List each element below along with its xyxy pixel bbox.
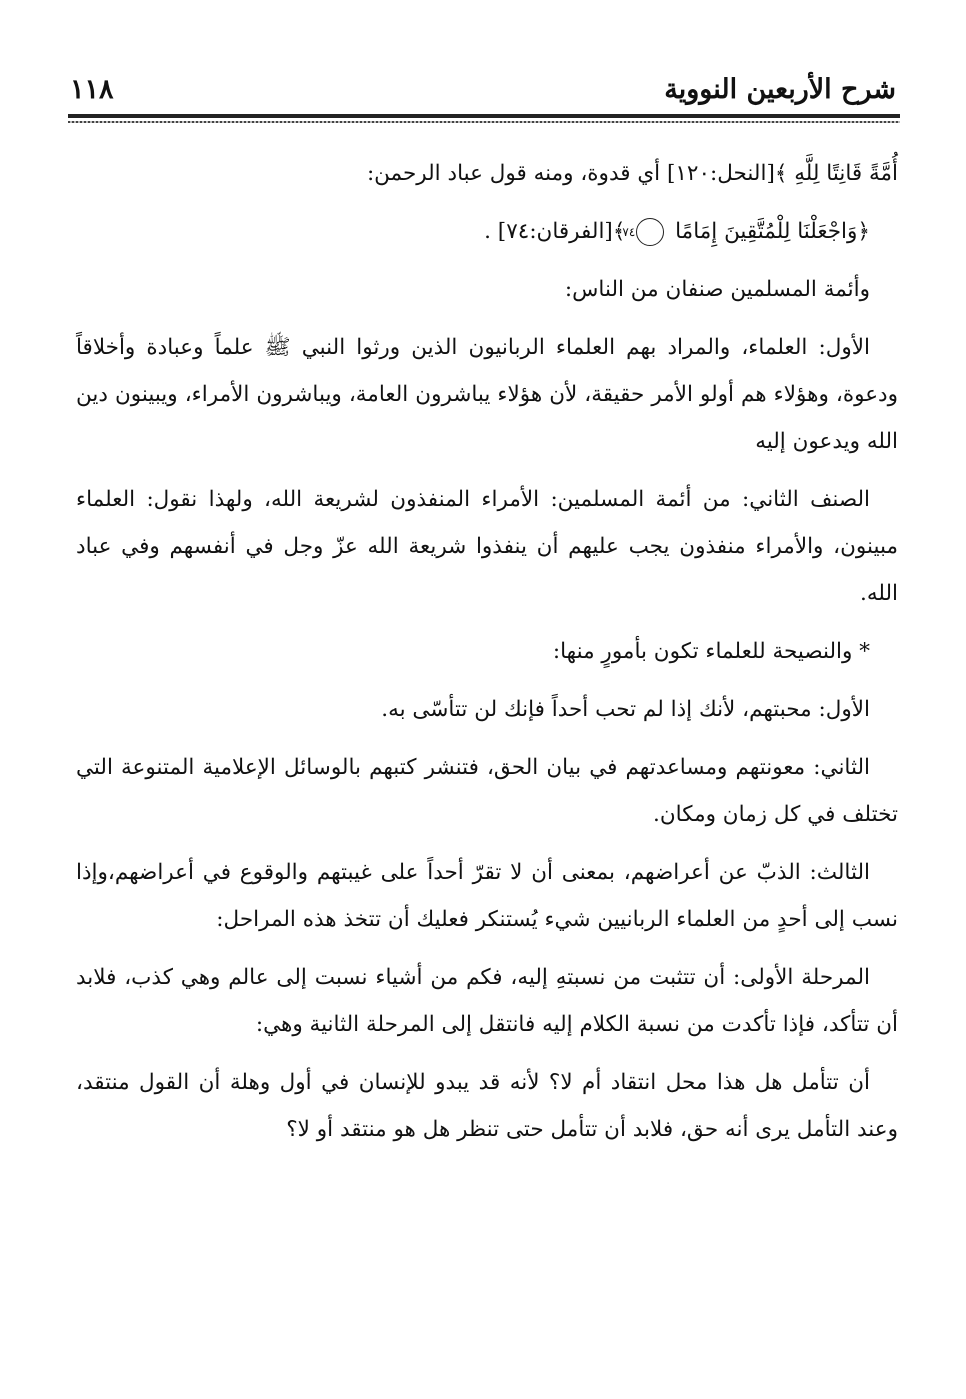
paragraph-second-support: الثاني: معونتهم ومساعدتهم في بيان الحق، فتنشر كتبهم بالوسائل الإعلامية المتنوعة التي تختلف في كل زمان ومكان.	[76, 755, 898, 827]
paragraph-stage-two: أن تتأمل هل هذا محل انتقاد أم لا؟ لأنه قد يبدو للإنسان في أول وهلة أن القول منتقد، وعند التأمل يرى أنه حق، فلابد أن تتأمل حتى تنظر هل هو منتقد أو لا؟	[76, 1070, 898, 1142]
paragraph-second-rulers: الصنف الثاني: من أئمة المسلمين: الأمراء المنفذون لشريعة الله، ولهذا نقول: العلماء مبينون، والأمراء منفذون يجب عليهم أن ينفذوا شريعة الله عزّ وجل في أنفسهم وفي عباد الله.	[76, 487, 898, 606]
paragraph-verse	[76, 208, 898, 255]
header-rule-thin	[68, 121, 900, 123]
paragraph-advice-heading: * والنصيحة للعلماء تكون بأمورٍ منها:	[552, 639, 870, 664]
page-number: ١١٨	[70, 74, 114, 105]
body-text	[76, 150, 898, 1164]
ayah-number-icon: ٧٤	[636, 218, 664, 246]
book-title: شرح الأربعين النووية	[664, 74, 896, 105]
header-rule-thick	[68, 114, 900, 118]
quran-verse: ﴿وَاجْعَلْنَا لِلْمُتَّقِينَ إِمَامًا	[675, 219, 870, 244]
paragraph-quran-reference: أُمَّةً قَانِتًا لِلَّهِ ﴾[النحل:١٢٠] أي قدوة، ومنه قول عباد الرحمن:	[366, 161, 898, 186]
paragraph-first-love: الأول: محبتهم، لأنك إذا لم تحب أحداً فإنك لن تتأسّى به.	[381, 697, 870, 722]
paragraph-imams-types: وأئمة المسلمين صنفان من الناس:	[564, 277, 870, 302]
verse-citation: ﴾[الفرقان:٧٤] .	[484, 219, 626, 244]
paragraph-first-scholars: الأول: العلماء، والمراد بهم العلماء الربانيون الذين ورثوا النبي ﷺ علماً وعبادة وأخلاقاً ودعوة، وهؤلاء هم أولو الأمر حقيقة، لأن هؤلاء يباشرون العامة، ويباشرون الأمراء، ويبينون دين الله ويدعون إليه	[76, 335, 898, 454]
paragraph-third-defense: الثالث: الذبّ عن أعراضهم، بمعنى أن لا تقرّ أحداً على غيبتهم والوقوع في أعراضهم،وإذا نسب إلى أحدٍ من العلماء الربانيين شيء يُستنكر فعليك أن تتخذ هذه المراحل:	[76, 860, 898, 932]
paragraph-stage-one: المرحلة الأولى: أن تتثبت من نسبتهِ إليه، فكم من أشياء نسبت إلى عالم وهي كذب، فلابد أن تتأكد، فإذا تأكدت من نسبة الكلام إليه فانتقل إلى المرحلة الثانية وهي:	[76, 965, 898, 1037]
running-header	[70, 70, 896, 114]
